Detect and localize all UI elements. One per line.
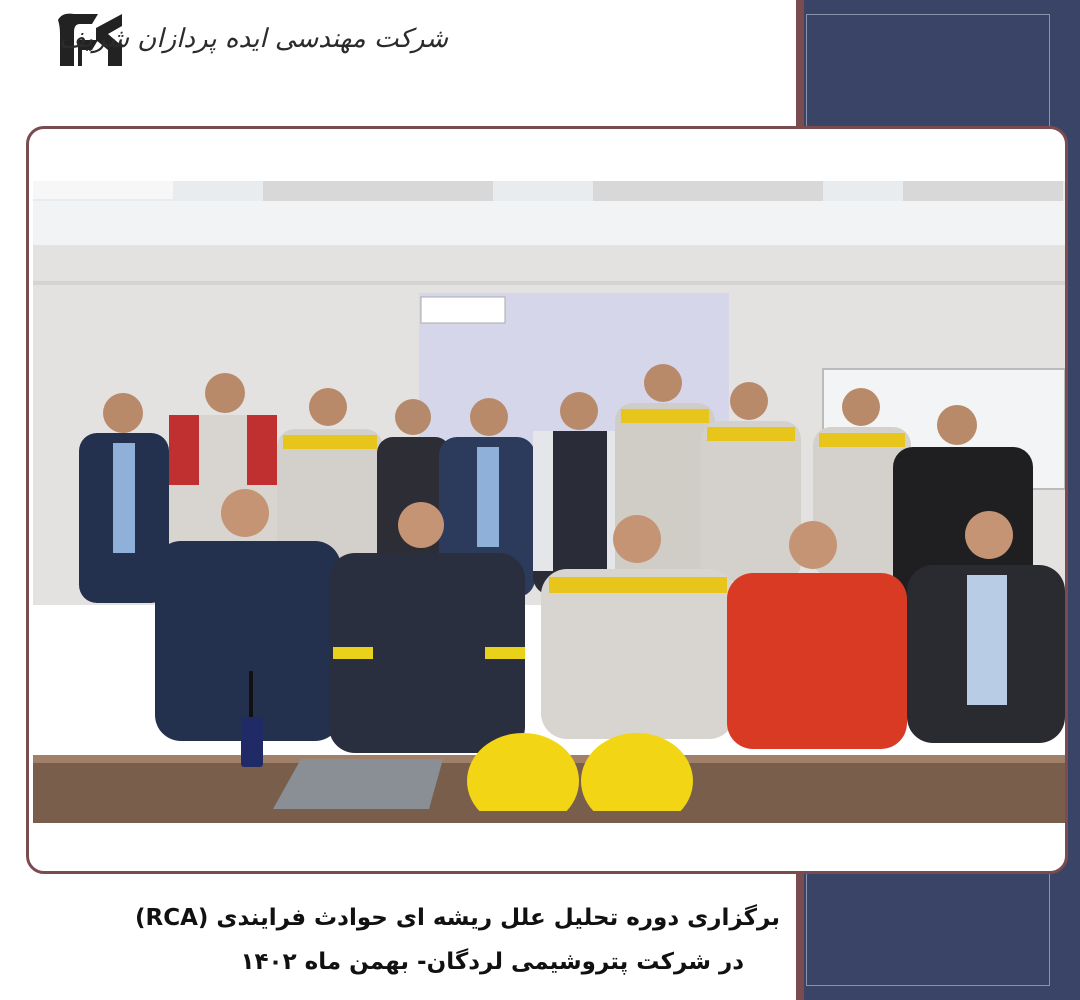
- group-photo: [33, 181, 1065, 823]
- caption: [60, 896, 780, 984]
- company-logo: [52, 6, 452, 78]
- photo-frame: [26, 126, 1068, 874]
- company-name: شرکت مهندسی ایده پردازان شریف: [58, 24, 448, 54]
- caption-line-2: در شرکت پتروشیمی لردگان- بهمن ماه ۱۴۰۲: [240, 949, 744, 975]
- group-photo-illustration: [33, 181, 1065, 823]
- caption-line-1: برگزاری دوره تحلیل علل ریشه ای حوادث فرایندی (RCA): [134, 905, 780, 931]
